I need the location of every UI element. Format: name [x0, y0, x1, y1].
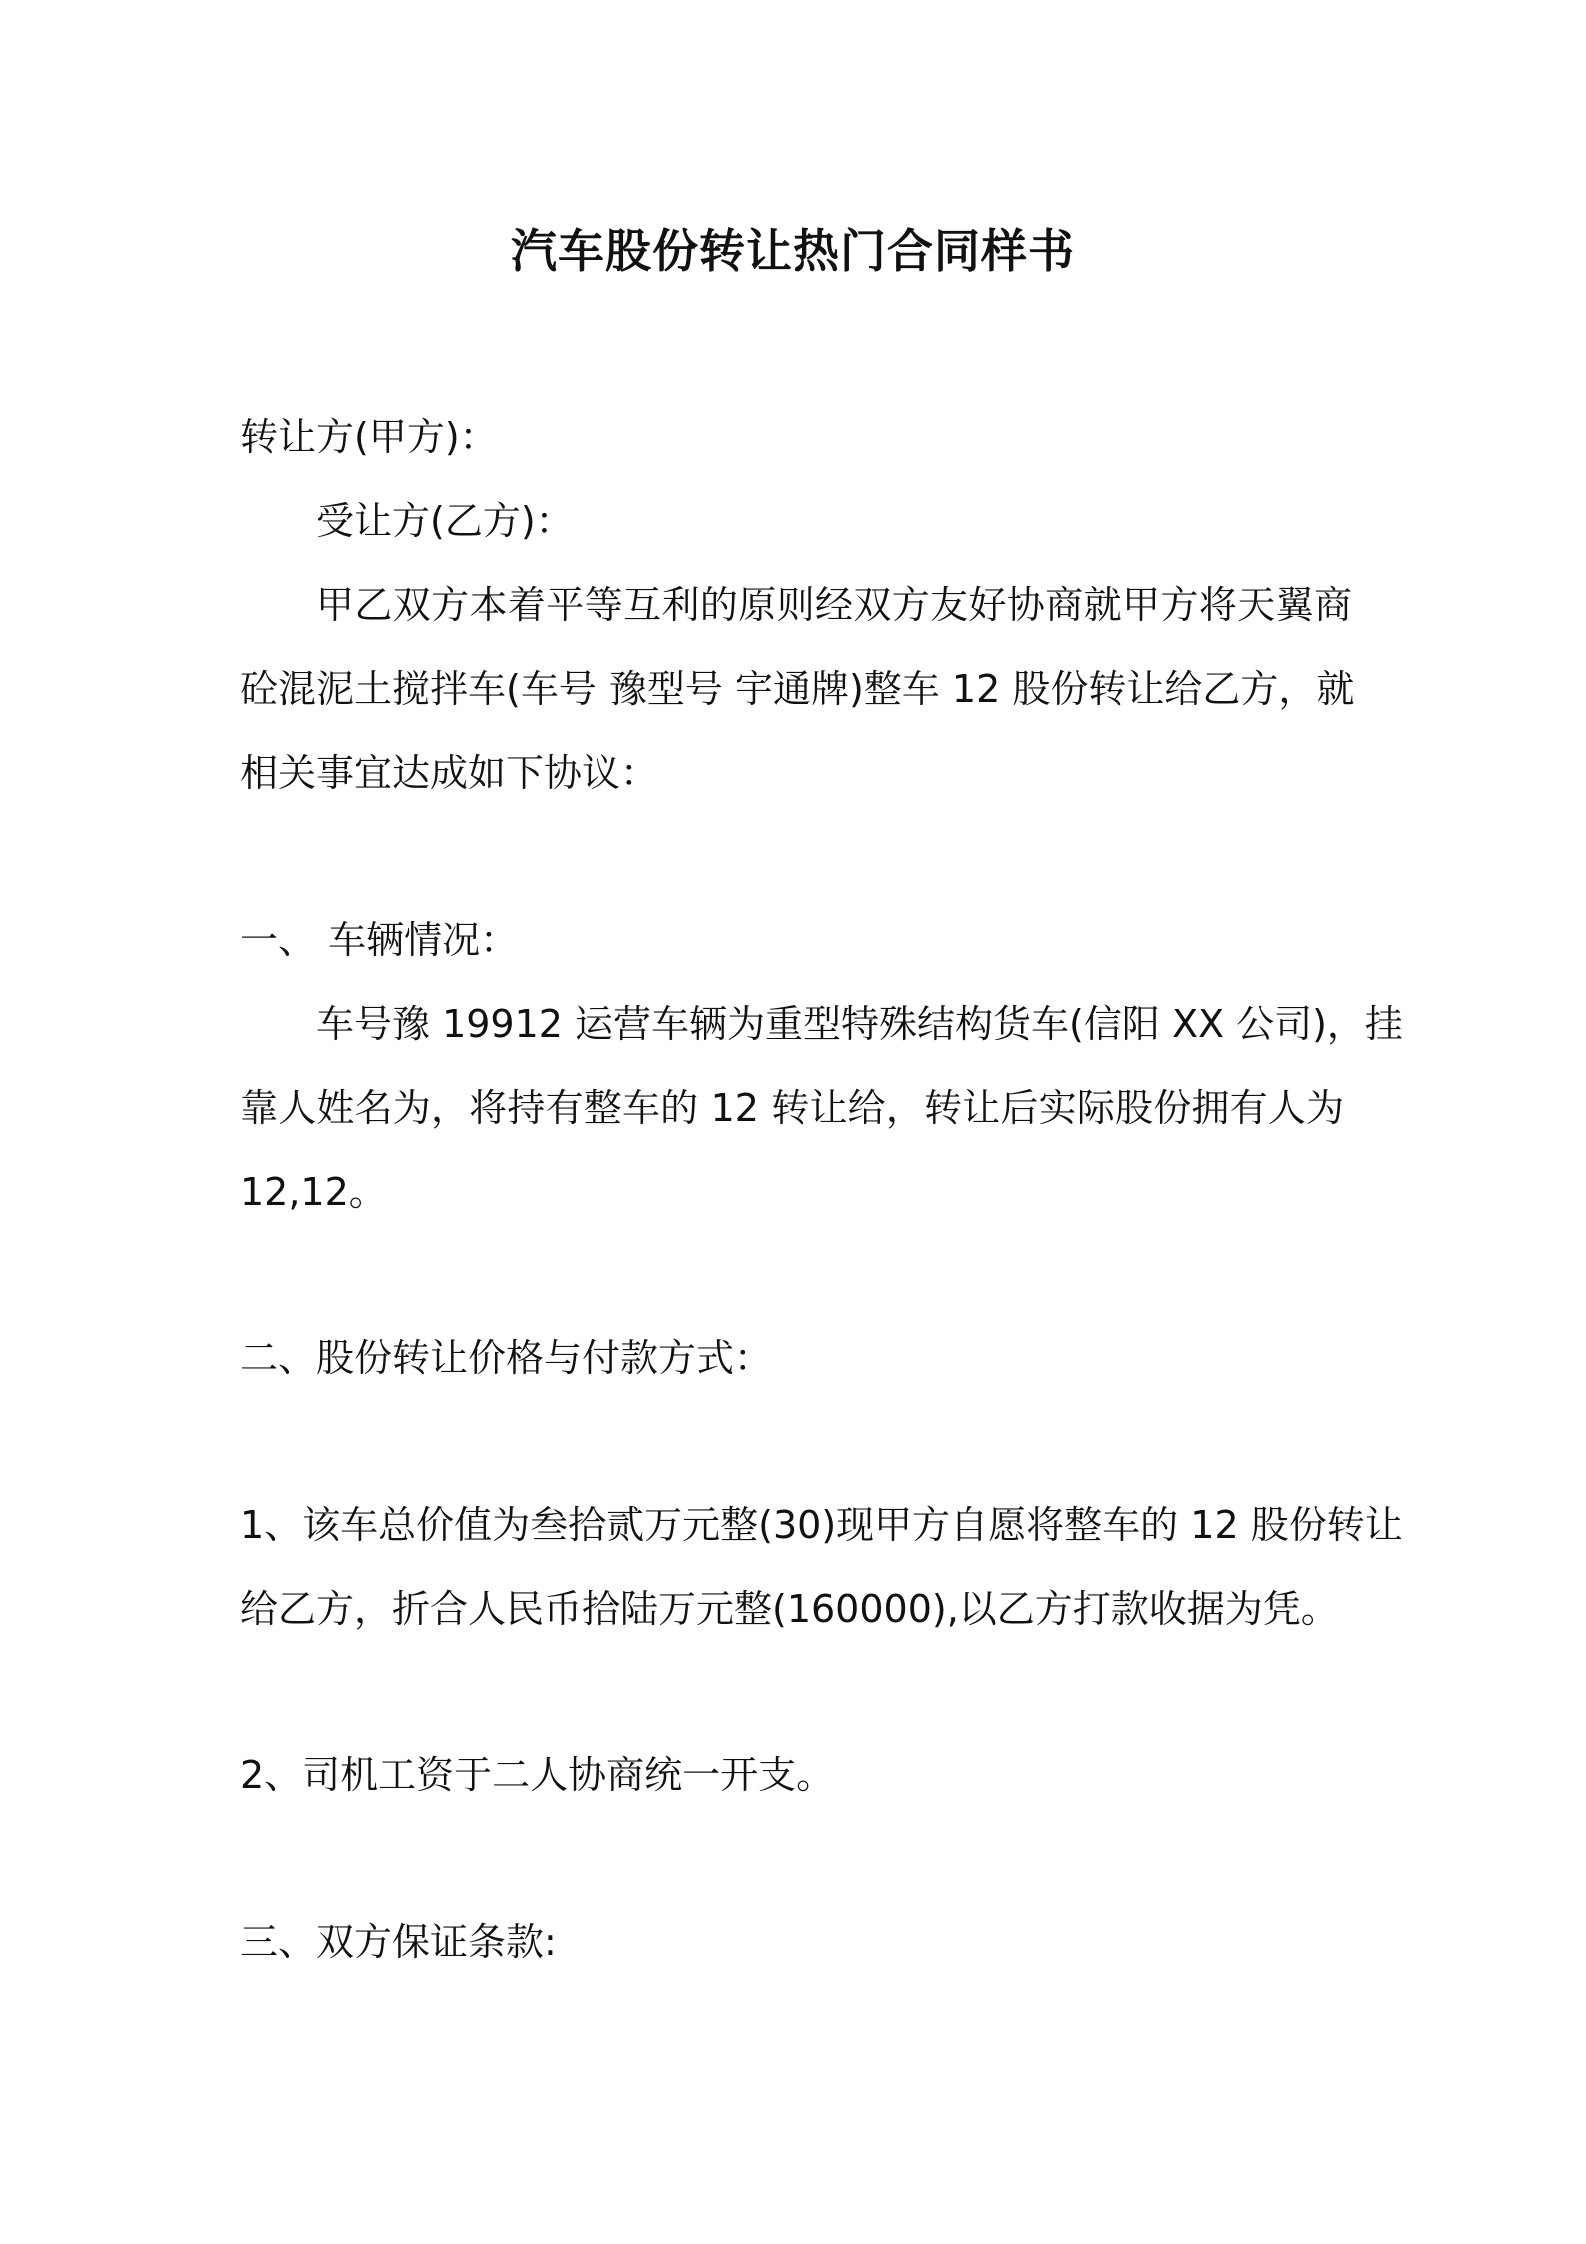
section-2-item-1-line-2: 给乙方，折合人民币拾陆万元整(160000),以乙方打款收据为凭。: [240, 1587, 1339, 1631]
section-1-line-2: 靠人姓名为，将持有整车的 12 转让给，转让后实际股份拥有人为: [240, 1086, 1344, 1130]
section-1-heading: 一、 车辆情况：: [240, 918, 519, 962]
intro-line-2: 砼混泥土搅拌车(车号 豫型号 宇通牌)整车 12 股份转让给乙方，就: [240, 667, 1355, 711]
section-2-item-2: 2、司机工资于二人协商统一开支。: [240, 1753, 835, 1797]
intro-line-1: 甲乙双方本着平等互利的原则经双方友好协商就甲方将天翼商: [316, 583, 1352, 627]
section-2-item-1-line-1: 1、该车总价值为叁拾贰万元整(30)现甲方自愿将整车的 12 股份转让: [240, 1503, 1403, 1547]
party-b-label: 受让方(乙方)：: [316, 499, 574, 543]
party-a-label: 转让方(甲方)：: [240, 415, 498, 459]
document-title: 汽车股份转让热门合同样书: [511, 224, 1075, 278]
section-1-line-3: 12,12。: [240, 1170, 387, 1214]
intro-line-3: 相关事宜达成如下协议：: [240, 751, 659, 795]
section-2-heading: 二、股份转让价格与付款方式：: [240, 1336, 773, 1380]
section-1-line-1: 车号豫 19912 运营车辆为重型特殊结构货车(信阳 XX 公司)，挂: [316, 1002, 1403, 1046]
section-3-heading: 三、双方保证条款:: [240, 1920, 557, 1964]
